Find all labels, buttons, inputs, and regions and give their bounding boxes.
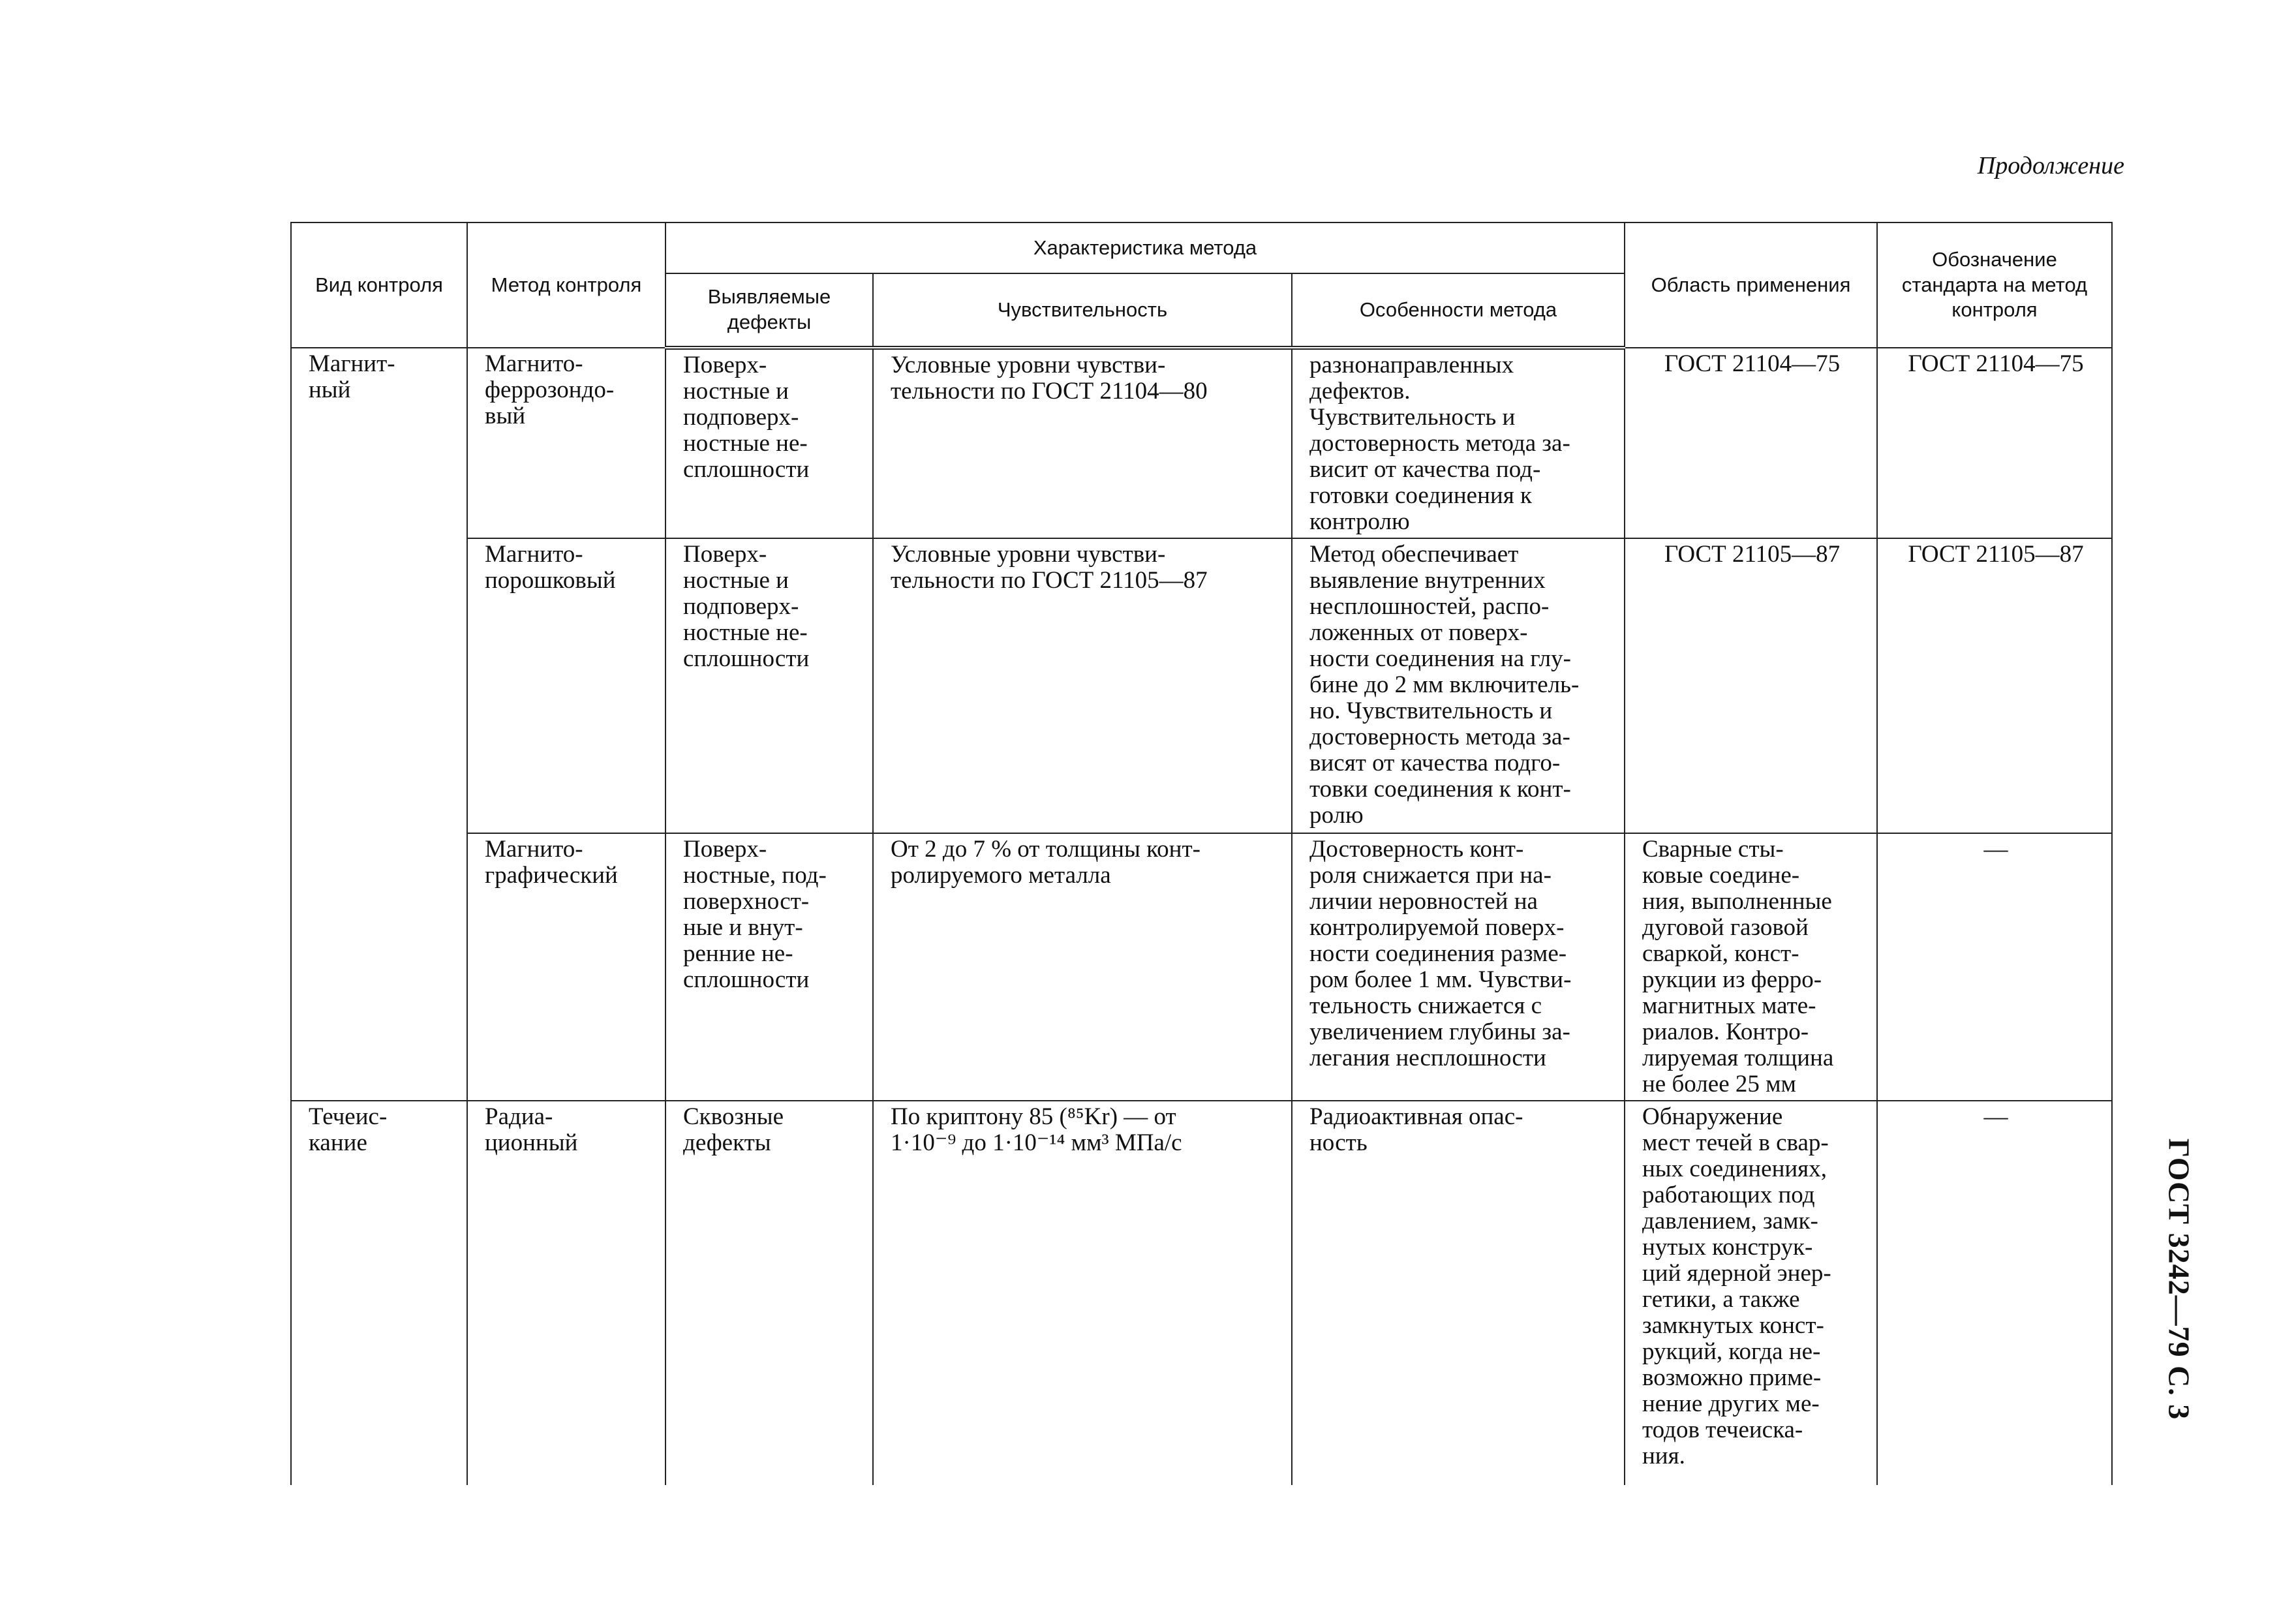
cell-defekty: Поверх- ностные, под- поверхност- ные и внут- ренние не- сплошности — [665, 833, 873, 1101]
cell-metod: Радиа- ционный — [467, 1101, 665, 1485]
cell-oblast: ГОСТ 21104—75 — [1625, 348, 1877, 538]
cell-oblast: Сварные сты- ковые соедине- ния, выполненные дуговой газовой сваркой, конст- рукции из ферро- магнитных мате- риалов. Контро- лируемая толщина не более 25 мм — [1625, 833, 1877, 1101]
header-harakteristika: Характеристика метода — [665, 222, 1625, 273]
header-chuvstvitelnost: Чувствительность — [873, 273, 1292, 348]
page-side-label — [2153, 1070, 2205, 1488]
table-row — [291, 833, 2112, 1101]
cell-standart: — — [1877, 833, 2112, 1101]
cell-defekty: Поверх- ностные и подповерх- ностные не- сплошности — [665, 538, 873, 833]
cell-standart: ГОСТ 21104—75 — [1877, 348, 2112, 538]
table-row — [291, 1101, 2112, 1485]
cell-chuvstvitelnost: По криптону 85 (⁸⁵Kr) — от 1·10⁻⁹ до 1·10⁻¹⁴ мм³ МПа/с — [873, 1101, 1292, 1485]
cell-standart: — — [1877, 1101, 2112, 1485]
cell-metod: Магнито- порошковый — [467, 538, 665, 833]
cell-chuvstvitelnost: От 2 до 7 % от толщины конт- ролируемого металла — [873, 833, 1292, 1101]
cell-defekty: Сквозные дефекты — [665, 1101, 873, 1485]
header-vid: Вид контроля — [291, 222, 467, 348]
cell-chuvstvitelnost: Условные уровни чувстви- тельности по ГОСТ 21105—87 — [873, 538, 1292, 833]
cell-chuvstvitelnost: Условные уровни чувстви- тельности по ГОСТ 21104—80 — [873, 348, 1292, 538]
header-metod: Метод контроля — [467, 222, 665, 348]
cell-metod: Магнито- феррозондо- вый — [467, 348, 665, 538]
table-row — [291, 348, 2112, 538]
header-oblast: Область применения — [1625, 222, 1877, 348]
cell-vid: Магнит- ный — [291, 348, 467, 1101]
control-methods-table — [290, 222, 2113, 1485]
cell-defekty: Поверх- ностные и подповерх- ностные не- сплошности — [665, 348, 873, 538]
cell-vid: Течеис- кание — [291, 1101, 467, 1485]
cell-osobennosti: разнонаправленных дефектов. Чувствительность и достоверность метода за- висит от качества под- готовки соединения к контролю — [1292, 348, 1625, 538]
document-designation: ГОСТ 3242—79 С. 3 — [2162, 1138, 2196, 1420]
cell-oblast: ГОСТ 21105—87 — [1625, 538, 1877, 833]
cell-osobennosti: Метод обеспечивает выявление внутренних несплошностей, распо- ложенных от поверх- ности соединения на глу- бине до 2 мм включитель- но. Чувствительность и достоверность метода за- висят от качества подго- товки соединения к конт- ролю — [1292, 538, 1625, 833]
cell-oblast: Обнаружение мест течей в свар- ных соединениях, работающих под давлением, замк- нутых конструк- ций ядерной энер- гетики, а также замкнутых конст- рукций, когда не- возможно приме- нение других ме- тодов течеиска- ния. — [1625, 1101, 1877, 1485]
continuation-label: Продолжение — [1977, 152, 2124, 179]
cell-osobennosti: Достоверность конт- роля снижается при на- личии неровностей на контролируемой поверх- ности соединения разме- ром более 1 мм. Чувстви- тельность снижается с увеличением глубины за- легания несплошности — [1292, 833, 1625, 1101]
cell-standart: ГОСТ 21105—87 — [1877, 538, 2112, 833]
header-osobennosti: Особенности метода — [1292, 273, 1625, 348]
cell-metod: Магнито- графический — [467, 833, 665, 1101]
header-oboznachenie: Обозначение стандарта на метод контроля — [1877, 222, 2112, 348]
table-row — [291, 538, 2112, 833]
header-defekty: Выявляемые дефекты — [665, 273, 873, 348]
cell-osobennosti: Радиоактивная опас- ность — [1292, 1101, 1625, 1485]
